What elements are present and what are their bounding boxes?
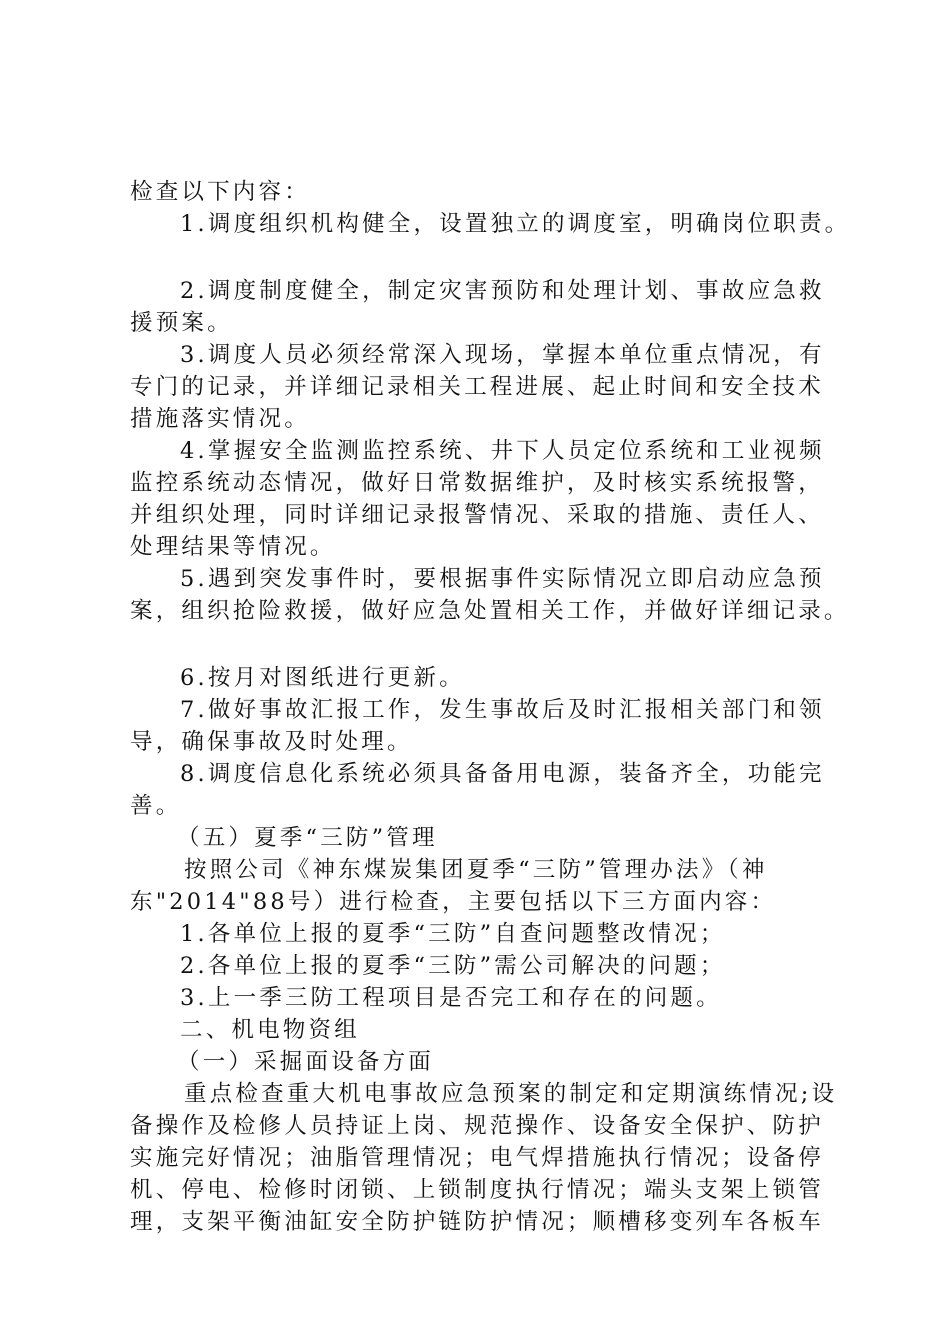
- paragraph-start: 重点检查重大机电事故应急预案的制定和定期演练情况;设: [184, 1081, 838, 1107]
- text-line: 案，组织抢险救援，做好应急处置相关工作，并做好详细记录。: [130, 598, 850, 624]
- text-line: 处理结果等情况。: [130, 534, 336, 560]
- paragraph-gap: [130, 240, 850, 275]
- text-line: 善。: [130, 793, 182, 819]
- list-item: 3.上一季三防工程项目是否完工和存在的问题。: [180, 985, 722, 1011]
- text-line: 备操作及检修人员持证上岗、规范操作、设备安全保护、防护: [130, 1113, 824, 1139]
- list-item-1: 1.调度组织机构健全，设置独立的调度室，明确岗位职责。: [180, 211, 851, 237]
- text-line: 检查以下内容：: [130, 179, 310, 205]
- list-item: 1.各单位上报的夏季“三防”自查问题整改情况；: [180, 921, 726, 947]
- list-item-5: 5.遇到突发事件时，要根据事件实际情况立即启动应急预: [180, 566, 825, 592]
- document-body: [130, 176, 850, 1238]
- text-line: 监控系统动态情况，做好日常数据维护，及时核实系统报警，: [130, 470, 824, 496]
- text-line: 东"2014"88号）进行检查，主要包括以下三方面内容：: [130, 889, 777, 915]
- text-line: 机、停电、检修时闭锁、上锁制度执行情况；端头支架上锁管: [130, 1177, 824, 1203]
- list-item-2: 2.调度制度健全，制定灾害预防和处理计划、事故应急救: [180, 278, 825, 304]
- list-item: 2.各单位上报的夏季“三防”需公司解决的问题；: [180, 953, 726, 979]
- text-line: 专门的记录，并详细记录相关工程进展、起止时间和安全技术: [130, 374, 824, 400]
- text-line: 措施落实情况。: [130, 406, 310, 432]
- paragraph-start: 按照公司《神东煤炭集团夏季“三防”管理办法》（神: [184, 857, 768, 883]
- section-heading: （五）夏季“三防”管理: [177, 825, 438, 851]
- list-item-8: 8.调度信息化系统必须具备备用电源，装备齐全，功能完: [180, 761, 825, 787]
- section-heading: 二、机电物资组: [180, 1017, 360, 1043]
- list-item-3: 3.调度人员必须经常深入现场，掌握本单位重点情况，有: [180, 342, 825, 368]
- text-line: 援预案。: [130, 310, 233, 336]
- paragraph-gap: [130, 627, 850, 662]
- text-line: 并组织处理，同时详细记录报警情况、采取的措施、责任人、: [130, 502, 824, 528]
- list-item-4: 4.掌握安全监测监控系统、井下人员定位系统和工业视频: [180, 438, 825, 464]
- list-item-7: 7.做好事故汇报工作，发生事故后及时汇报相关部门和领: [180, 697, 825, 723]
- subsection-heading: （一）采掘面设备方面: [177, 1049, 435, 1075]
- text-line: 理，支架平衡油缸安全防护链防护情况；顺槽移变列车各板车: [130, 1209, 824, 1235]
- text-line: 实施完好情况；油脂管理情况；电气焊措施执行情况；设备停: [130, 1145, 824, 1171]
- list-item-6: 6.按月对图纸进行更新。: [180, 665, 465, 691]
- text-line: 导，确保事故及时处理。: [130, 729, 413, 755]
